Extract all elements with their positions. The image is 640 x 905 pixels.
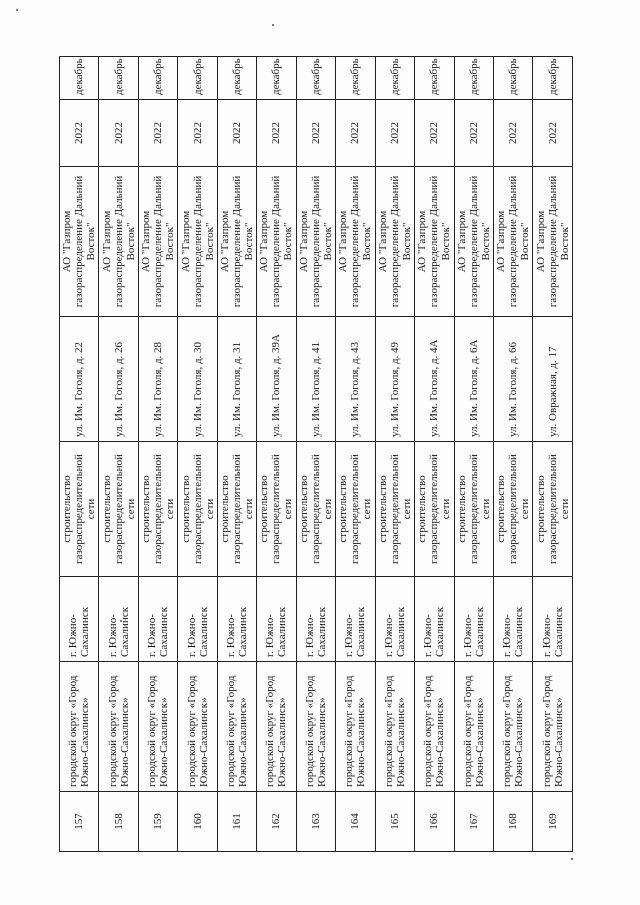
district-cell: городской округ «Город Южно-Сахалинск» xyxy=(138,662,177,792)
city-cell: г. Южно-Сахалинск xyxy=(257,577,296,662)
table-row xyxy=(493,57,532,852)
district-cell: городской округ «Город Южно-Сахалинск» xyxy=(454,662,493,792)
month-cell: декабрь xyxy=(415,57,454,100)
year-cell: 2022 xyxy=(138,100,177,167)
table-row xyxy=(60,57,99,852)
row-number: 163 xyxy=(296,792,335,852)
address-cell: ул. Им. Гоголя, д. 43 xyxy=(336,317,375,442)
row-number: 161 xyxy=(217,792,256,852)
address-cell: ул. Овражная, д. 17 xyxy=(533,317,573,442)
organization-cell: АО "Газпром газораспределение Дальний Восток" xyxy=(493,167,532,317)
district-cell: городской округ «Город Южно-Сахалинск» xyxy=(415,662,454,792)
row-number: 157 xyxy=(60,792,99,852)
address-cell: ул. Им. Гоголя, д. 39А xyxy=(257,317,296,442)
work-type-cell: строительство газораспределительной сети xyxy=(415,442,454,577)
district-cell: городской округ «Город Южно-Сахалинск» xyxy=(296,662,335,792)
district-cell: городской округ «Город Южно-Сахалинск» xyxy=(217,662,256,792)
year-cell: 2022 xyxy=(336,100,375,167)
row-number: 168 xyxy=(493,792,532,852)
district-cell: городской округ «Город Южно-Сахалинск» xyxy=(336,662,375,792)
organization-cell: АО "Газпром газораспределение Дальний Восток" xyxy=(296,167,335,317)
year-cell: 2022 xyxy=(99,100,138,167)
scan-speck xyxy=(16,9,18,11)
address-cell: ул. Им. Гоголя, д. 6А xyxy=(454,317,493,442)
scan-speck xyxy=(571,858,573,860)
table-row xyxy=(178,57,217,852)
city-cell: г. Южно-Сахалинск xyxy=(454,577,493,662)
month-cell: декабрь xyxy=(178,57,217,100)
city-cell: г. Южно-Сахалинск xyxy=(336,577,375,662)
address-cell: ул. Им. Гоголя, д. 28 xyxy=(138,317,177,442)
table-row xyxy=(454,57,493,852)
organization-cell: АО "Газпром газораспределение Дальний Восток" xyxy=(99,167,138,317)
district-cell: городской округ «Город Южно-Сахалинск» xyxy=(493,662,532,792)
year-cell: 2022 xyxy=(533,100,573,167)
work-type-cell: строительство газораспределительной сети xyxy=(375,442,414,577)
scan-speck xyxy=(272,24,274,26)
city-cell: г. Южно-Сахалинск xyxy=(493,577,532,662)
organization-cell: АО "Газпром газораспределение Дальний Восток" xyxy=(178,167,217,317)
year-cell: 2022 xyxy=(257,100,296,167)
city-cell: г. Южно-Сахалинск xyxy=(533,577,573,662)
address-cell: ул. Им. Гоголя, д. 31 xyxy=(217,317,256,442)
month-cell: декабрь xyxy=(533,57,573,100)
table-row xyxy=(99,57,138,852)
work-type-cell: строительство газораспределительной сети xyxy=(493,442,532,577)
year-cell: 2022 xyxy=(493,100,532,167)
month-cell: декабрь xyxy=(60,57,99,100)
work-type-cell: строительство газораспределительной сети xyxy=(138,442,177,577)
city-cell: г. Южно-Сахалинск xyxy=(178,577,217,662)
address-cell: ул. Им. Гоголя, д. 22 xyxy=(60,317,99,442)
district-cell: городской округ «Город Южно-Сахалинск» xyxy=(533,662,573,792)
work-type-cell: строительство газораспределительной сети xyxy=(217,442,256,577)
work-type-cell: строительство газораспределительной сети xyxy=(178,442,217,577)
row-number: 160 xyxy=(178,792,217,852)
year-cell: 2022 xyxy=(375,100,414,167)
year-cell: 2022 xyxy=(217,100,256,167)
row-number: 162 xyxy=(257,792,296,852)
gasification-schedule-table xyxy=(59,56,573,852)
address-cell: ул. Им. Гоголя, д. 30 xyxy=(178,317,217,442)
work-type-cell: строительство газораспределительной сети xyxy=(257,442,296,577)
month-cell: декабрь xyxy=(493,57,532,100)
organization-cell: АО "Газпром газораспределение Дальний Восток" xyxy=(533,167,573,317)
month-cell: декабрь xyxy=(257,57,296,100)
month-cell: декабрь xyxy=(454,57,493,100)
work-type-cell: строительство газораспределительной сети xyxy=(296,442,335,577)
work-type-cell: строительство газораспределительной сети xyxy=(454,442,493,577)
district-cell: городской округ «Город Южно-Сахалинск» xyxy=(178,662,217,792)
work-type-cell: строительство газораспределительной сети xyxy=(60,442,99,577)
year-cell: 2022 xyxy=(415,100,454,167)
address-cell: ул. Им. Гоголя, д. 26 xyxy=(99,317,138,442)
city-cell: г. Южно-Сахалинск xyxy=(60,577,99,662)
row-number: 165 xyxy=(375,792,414,852)
city-cell: г. Южно-Сахалинск xyxy=(217,577,256,662)
row-number: 158 xyxy=(99,792,138,852)
month-cell: декабрь xyxy=(138,57,177,100)
table-row xyxy=(217,57,256,852)
city-cell: г. Южно-Сахалинск xyxy=(375,577,414,662)
organization-cell: АО "Газпром газораспределение Дальний Восток" xyxy=(336,167,375,317)
work-type-cell: строительство газораспределительной сети xyxy=(99,442,138,577)
organization-cell: АО "Газпром газораспределение Дальний Восток" xyxy=(415,167,454,317)
organization-cell: АО "Газпром газораспределение Дальний Восток" xyxy=(217,167,256,317)
row-number: 167 xyxy=(454,792,493,852)
table-row xyxy=(296,57,335,852)
organization-cell: АО "Газпром газораспределение Дальний Восток" xyxy=(375,167,414,317)
city-cell: г. Южно-Сахалинск xyxy=(415,577,454,662)
table-row xyxy=(533,57,573,852)
city-cell: г. Южно-Сахалинск xyxy=(99,577,138,662)
table-row xyxy=(415,57,454,852)
row-number: 159 xyxy=(138,792,177,852)
rotated-table-wrapper xyxy=(59,57,573,852)
address-cell: ул. Им. Гоголя, д. 66 xyxy=(493,317,532,442)
month-cell: декабрь xyxy=(99,57,138,100)
address-cell: ул. Им. Гоголя, д. 41 xyxy=(296,317,335,442)
month-cell: декабрь xyxy=(296,57,335,100)
table-row xyxy=(375,57,414,852)
address-cell: ул. Им. Гоголя, д. 49 xyxy=(375,317,414,442)
district-cell: городской округ «Город Южно-Сахалинск» xyxy=(60,662,99,792)
row-number: 169 xyxy=(533,792,573,852)
month-cell: декабрь xyxy=(217,57,256,100)
year-cell: 2022 xyxy=(296,100,335,167)
table-row xyxy=(257,57,296,852)
row-number: 164 xyxy=(336,792,375,852)
district-cell: городской округ «Город Южно-Сахалинск» xyxy=(375,662,414,792)
city-cell: г. Южно-Сахалинск xyxy=(138,577,177,662)
table-row xyxy=(138,57,177,852)
table-row xyxy=(336,57,375,852)
work-type-cell: строительство газораспределительной сети xyxy=(336,442,375,577)
district-cell: городской округ «Город Южно-Сахалинск» xyxy=(257,662,296,792)
year-cell: 2022 xyxy=(178,100,217,167)
organization-cell: АО "Газпром газораспределение Дальний Восток" xyxy=(454,167,493,317)
city-cell: г. Южно-Сахалинск xyxy=(296,577,335,662)
organization-cell: АО "Газпром газораспределение Дальний Восток" xyxy=(138,167,177,317)
organization-cell: АО "Газпром газораспределение Дальний Восток" xyxy=(60,167,99,317)
month-cell: декабрь xyxy=(336,57,375,100)
year-cell: 2022 xyxy=(454,100,493,167)
year-cell: 2022 xyxy=(60,100,99,167)
work-type-cell: строительство газораспределительной сети xyxy=(533,442,573,577)
table-body xyxy=(60,57,573,852)
row-number: 166 xyxy=(415,792,454,852)
district-cell: городской округ «Город Южно-Сахалинск» xyxy=(99,662,138,792)
organization-cell: АО "Газпром газораспределение Дальний Восток" xyxy=(257,167,296,317)
month-cell: декабрь xyxy=(375,57,414,100)
address-cell: ул. Им. Гоголя, д. 4А xyxy=(415,317,454,442)
